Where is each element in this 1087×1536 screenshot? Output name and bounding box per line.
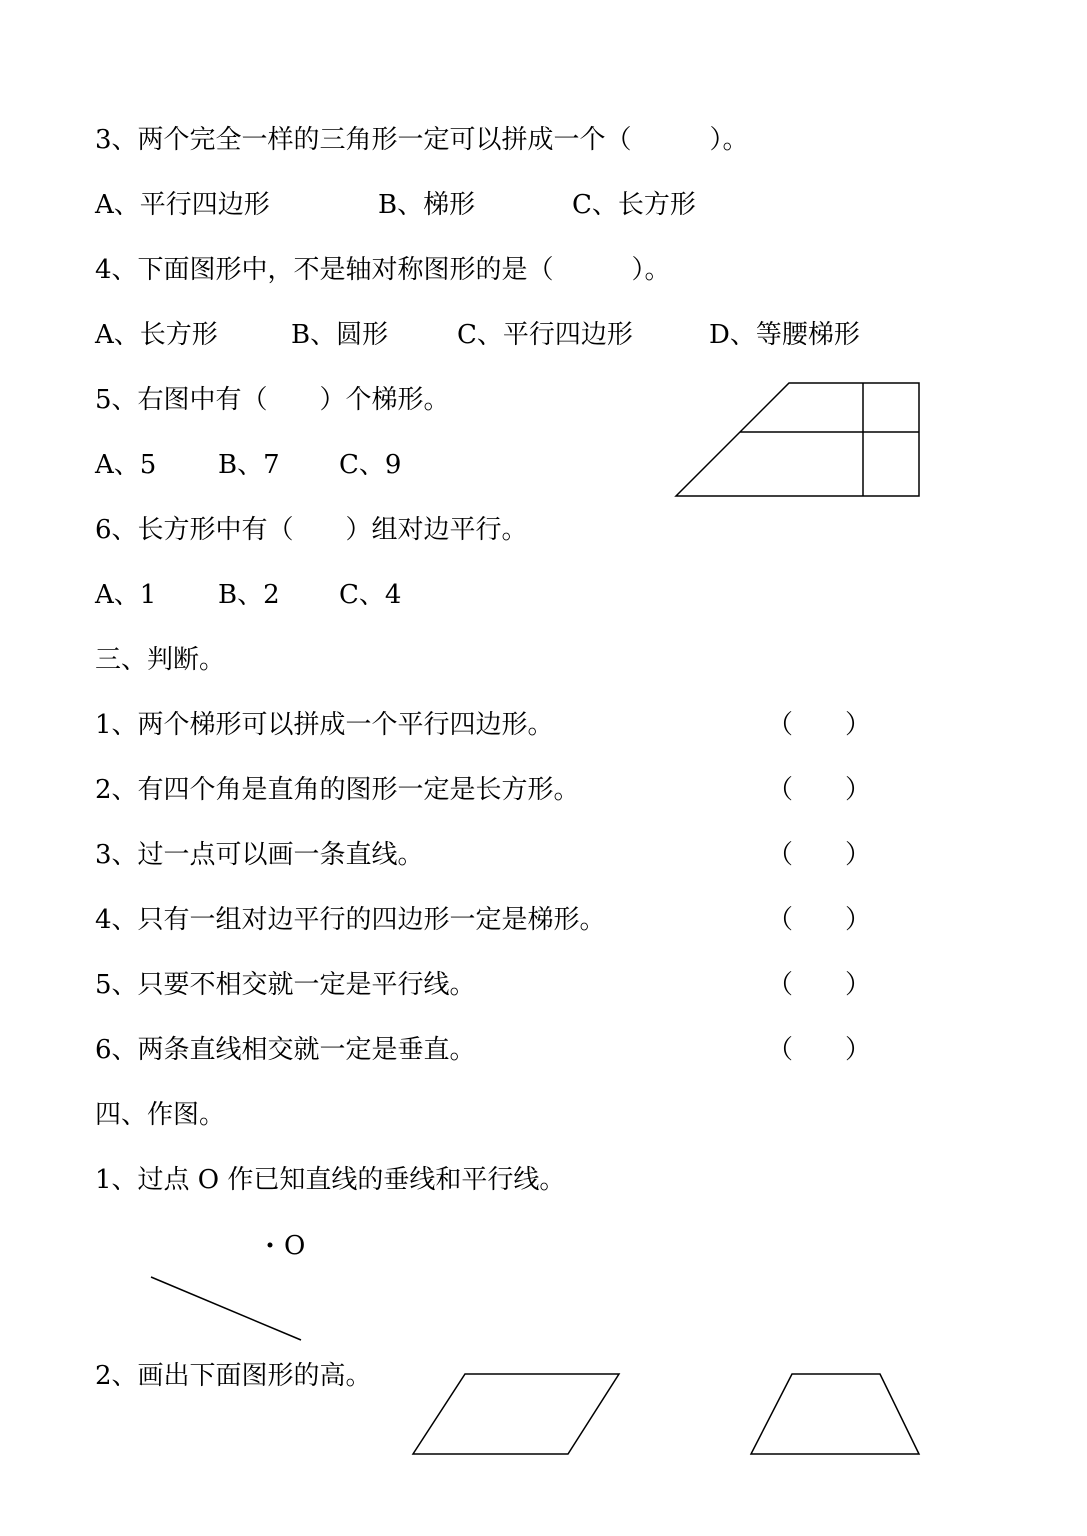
q6-option-b: B、2 bbox=[218, 580, 280, 610]
q3-option-c: C、长方形 bbox=[572, 190, 696, 220]
q5-trapezoid-figure bbox=[676, 383, 919, 496]
q4-option-d: D、等腰梯形 bbox=[709, 320, 860, 350]
judge-item-2: 2、有四个角是直角的图形一定是长方形。 bbox=[95, 775, 580, 805]
q4-option-c: C、平行四边形 bbox=[457, 320, 633, 350]
q4-option-a: A、长方形 bbox=[95, 320, 218, 350]
section4-heading: 四、作图。 bbox=[95, 1100, 226, 1130]
q5-outer-trapezoid bbox=[676, 383, 919, 496]
q3-option-b: B、梯形 bbox=[378, 190, 476, 220]
q4-option-b: B、圆形 bbox=[291, 320, 389, 350]
judge-item-6: 6、两条直线相交就一定是垂直。 bbox=[95, 1035, 476, 1065]
point-o-dot bbox=[268, 1243, 273, 1248]
judge-answer-5: （ ） bbox=[767, 970, 872, 1000]
judge-item-1: 1、两个梯形可以拼成一个平行四边形。 bbox=[95, 710, 554, 740]
q4-stem: 4、下面图形中，不是轴对称图形的是（ ）。 bbox=[95, 255, 671, 285]
q5-option-a: A、5 bbox=[95, 450, 157, 480]
q6-stem: 6、长方形中有（ ）组对边平行。 bbox=[95, 515, 528, 545]
point-o-label: O bbox=[284, 1231, 306, 1261]
q5-option-c: C、9 bbox=[339, 450, 402, 480]
trapezoid-shape bbox=[751, 1374, 919, 1454]
draw-q2: 2、画出下面图形的高。 bbox=[95, 1361, 372, 1391]
judge-answer-3: （ ） bbox=[767, 840, 872, 870]
q5-stem: 5、右图中有（ ）个梯形。 bbox=[95, 385, 450, 415]
judge-item-4: 4、只有一组对边平行的四边形一定是梯形。 bbox=[95, 905, 606, 935]
judge-answer-2: （ ） bbox=[767, 775, 872, 805]
judge-item-5: 5、只要不相交就一定是平行线。 bbox=[95, 970, 476, 1000]
judge-item-3: 3、过一点可以画一条直线。 bbox=[95, 840, 424, 870]
judge-answer-1: （ ） bbox=[767, 710, 872, 740]
given-line bbox=[151, 1277, 301, 1340]
q3-option-a: A、平行四边形 bbox=[95, 190, 270, 220]
q6-option-c: C、4 bbox=[339, 580, 402, 610]
q5-option-b: B、7 bbox=[218, 450, 280, 480]
judge-answer-4: （ ） bbox=[767, 905, 872, 935]
section3-heading: 三、判断。 bbox=[95, 645, 226, 675]
q3-stem: 3、两个完全一样的三角形一定可以拼成一个（ ）。 bbox=[95, 125, 749, 155]
judge-answer-6: （ ） bbox=[767, 1035, 872, 1065]
parallelogram-shape bbox=[413, 1374, 619, 1454]
draw-q1: 1、过点 O 作已知直线的垂线和平行线。 bbox=[95, 1165, 566, 1195]
q6-option-a: A、1 bbox=[95, 580, 157, 610]
